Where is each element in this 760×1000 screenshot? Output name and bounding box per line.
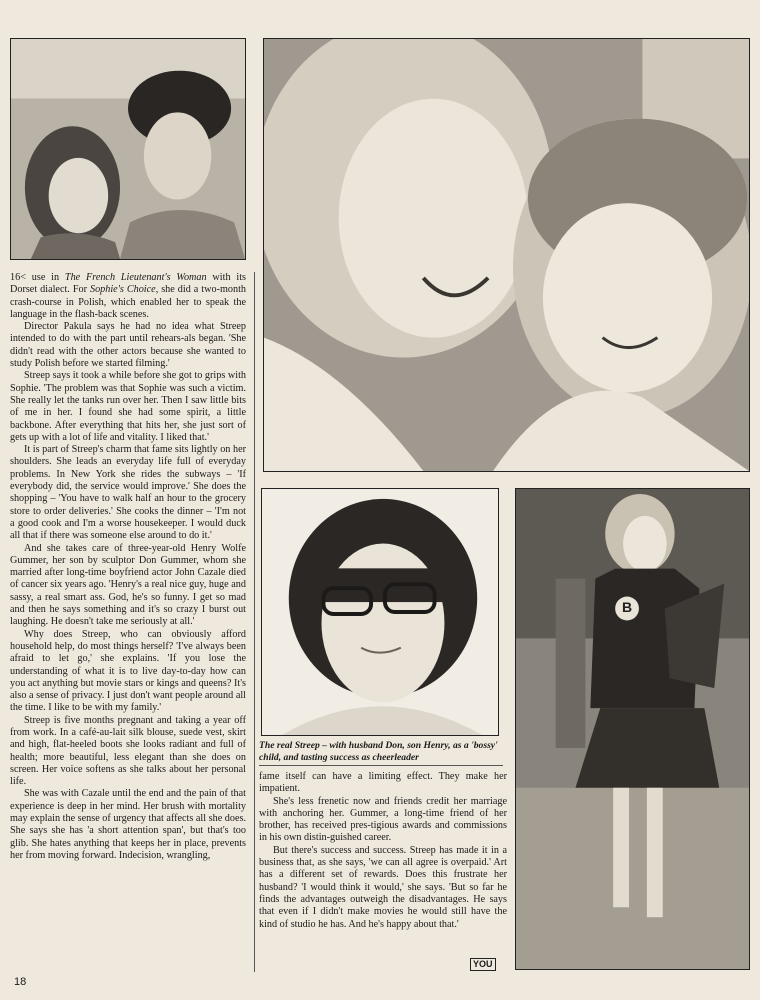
photo-couple: [10, 38, 246, 260]
photo-caption: The real Streep – with husband Don, son Henry, as a 'bossy' child, and tasting success as cheerleader: [259, 740, 503, 766]
page-number: 18: [14, 976, 27, 988]
p1-suffix: , she did a two-month crash-course in Polish, which enabled her to speak the language in the flash-back scenes.: [10, 284, 246, 320]
p1-film-title-2: Sophie's Choice: [89, 284, 156, 296]
p1-film-title-1: The French Lieutenant's Woman: [64, 272, 207, 283]
photo-cheerleader: [515, 488, 750, 970]
column-divider: [254, 272, 255, 972]
couple-photo-graphic: [11, 39, 245, 259]
p1-prefix: 16< use in: [10, 272, 65, 283]
photo-mother-son: [263, 38, 750, 472]
cheerleader-letter: B: [622, 599, 633, 615]
paragraph-1: [10, 272, 246, 321]
mother-son-photo-graphic: [264, 39, 749, 471]
end-mark-logo: YOU: [470, 958, 496, 971]
paragraph-3: Streep says it took a while before she got to grips with Sophie. 'The problem was that Sophie was such a victim. She really let the tanks run over her. Then I saw little bits of me in her. I found she had some spirit, a little backbone. After everything that hits her, she just sort of gets up with a lot of life and vitality. I liked that.': [10, 370, 246, 443]
paragraph-4: It is part of Streep's charm that fame sits lightly on her shoulders. She leads an everyday life full of everyday problems. In New York she rides the subways – 'If everybody did, the service would improve.' She does the shopping – 'You have to walk half an hour to the grocery store to order deliveries.' She cooks the dinner – 'I'm not a good cook and I'm a worse housekeeper. I would duck all that if there was someone else around to do it.': [10, 444, 246, 542]
paragraph-5: And she takes care of three-year-old Henry Wolfe Gummer, her son by sculptor Don Gummer, whom she married after long-time boyfriend actor John Cazale died of cancer six years ago. 'Henry's a real nice guy, huge and sassy, a real smart ass. God, he's so funny. I get so mad and then he says something and it's so crazy I burst out laughing. He doesn't take me seriously at all.': [10, 542, 246, 628]
paragraph-6: Why does Streep, who can obviously afford household help, do most things herself? 'I've always been afraid to let go,' she explains. 'If you lose the understanding of what it is to live day-to-day how can you act anything but movie stars or kings and queens? It's also a sense of privacy. I just don't want people around all the time. I like to be with my family.': [10, 628, 246, 714]
article-column-left: [10, 272, 246, 974]
paragraph-7: Streep is five months pregnant and taking a year off from work. In a café-au-lait silk blouse, suede vest, skirt and high, flat-heeled boots she looks radiant and full of health; more beautiful, less elegant than she does on screen. Her voice softens as she talks about her personal life.: [10, 714, 246, 788]
paragraph-2: Director Pakula says he had no idea what Streep intended to do with the part until rehears-als began. 'She didn't read with the other actors because she wanted to study Polish before we started filming.': [10, 321, 246, 370]
article-column-middle: [259, 771, 507, 971]
paragraph-8: She was with Cazale until the end and the pain of that experience is deep in her mind. Her brush with mortality may explain the sense of urgency that affects all she does. She says she has 'a short attention span', but that's too glib. She hates anything that keeps her in place, prevents her from moving forward. Indecision, wrangling,: [10, 788, 246, 861]
photo-child-glasses: [261, 488, 499, 736]
cheerleader-photo-graphic: [516, 489, 749, 969]
mid-paragraph-2: She's less frenetic now and friends credit her marriage with anchoring her. Gummer, a long-time friend of her brother, has received pres-tigious awards and commissions in his own distin-guished career.: [259, 795, 507, 844]
mid-paragraph-3: But there's success and success. Streep has made it in a business that, as she says, 'we can all agree is overpaid.' Art has a different set of rewards. Does this frustrate her husband? 'I would think it would,' she says. 'But so far he finds the advantages outweigh the disadvantages. He says that even if I didn't make movies he would still have the kind of studio he has. And he's happy about that.': [259, 844, 507, 930]
mid-paragraph-1: fame itself can have a limiting effect. They make her impatient.: [259, 771, 507, 795]
child-glasses-photo-graphic: [262, 489, 498, 735]
p1-mid: with its Dorset dialect. For: [10, 272, 246, 296]
